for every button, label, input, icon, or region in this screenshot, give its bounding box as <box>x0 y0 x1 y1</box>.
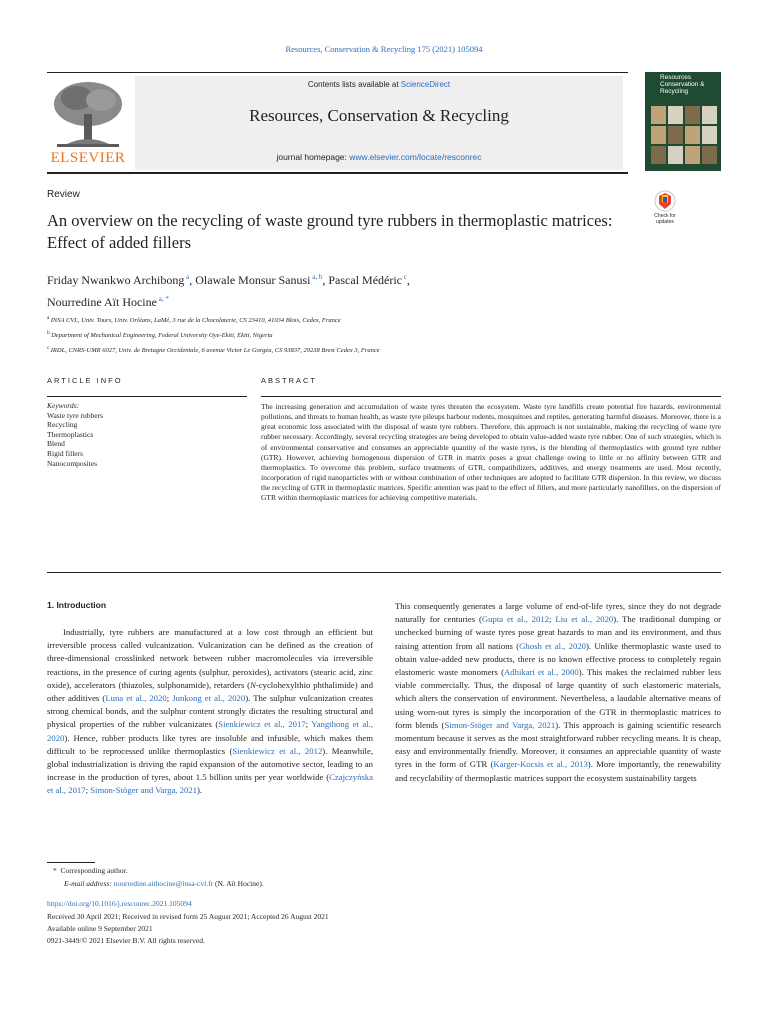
corresponding-author-text: Corresponding author. <box>60 866 128 875</box>
body-text: -cyclohexylthio phthalimide) and other additives ( <box>47 679 373 704</box>
affiliation-label: a <box>47 315 51 321</box>
masthead-bottom-rule <box>47 172 628 174</box>
citation-link[interactable]: Ghosh et al., 2020 <box>519 640 587 651</box>
author-name[interactable]: Friday Nwankwo Archibong <box>47 273 185 287</box>
citation-link[interactable]: Sienkiewicz et al., 2017 <box>218 719 306 730</box>
email-link[interactable]: nourredine.aithocine@insa-cvl.fr <box>113 879 214 888</box>
author-affiliation-marker[interactable]: a, * <box>156 295 169 303</box>
author-separator: , <box>189 273 196 287</box>
body-text: ). The sulphur vulcanization creates strong chemical bonds, and the sulphur content strongly dictates the resulting structural and physical properties of the rubber vulcanizates ( <box>47 693 374 730</box>
section-heading-introduction: 1. Introduction <box>47 600 107 610</box>
journal-title: Resources, Conservation & Recycling <box>249 106 509 125</box>
citation-link[interactable]: Luna et al., 2020 <box>105 693 167 704</box>
footnote-rule <box>47 862 95 863</box>
keywords-block <box>47 401 247 468</box>
body-text: ). This makes the reclaimed rubber less viable commercially. Thus, the disposal of large quantity of such elastomeric materials, which alters the conservation of environment. Nevertheless, a laudable alternative means of using worn-out tyres is simply the incorporation of the GTR in thermoplastic matrices to form blends ( <box>395 667 722 730</box>
body-text: ). Meanwhile, global industrialization is driving the rapid expansion of the automotive sector, leading to an increase in the production of tyres, about 1.5 billion units per year worldwide ( <box>47 745 374 783</box>
copyright-line: 0921-3449/© 2021 Elsevier B.V. All rights reserved. <box>47 936 205 945</box>
author-separator: , <box>322 273 329 287</box>
author-name[interactable]: Pascal Médéric <box>328 273 403 287</box>
sciencedirect-link[interactable]: ScienceDirect <box>400 80 451 89</box>
citation-link[interactable]: Simon-Stöger and Varga, 2021 <box>90 785 198 796</box>
homepage-prefix: journal homepage: <box>276 152 350 162</box>
body-text: N <box>250 679 256 690</box>
citation-link[interactable]: Karger-Kocsis et al., 2013 <box>493 759 588 770</box>
author-name[interactable]: Olawale Monsur Sanusi <box>195 273 311 287</box>
abstract-heading: ABSTRACT <box>261 376 318 385</box>
doi-link[interactable]: https://doi.org/10.1016/j.resconrec.2021.105094 <box>47 899 192 908</box>
online-date: Available online 9 September 2021 <box>47 924 153 933</box>
body-text: This consequently generates a large volume of end-of-life tyres, since they do not degrade naturally for centuries ( <box>395 601 721 625</box>
keyword-list <box>47 411 247 469</box>
corresponding-author-note <box>53 866 128 876</box>
body-text: ; <box>166 693 173 704</box>
author-list <box>47 268 607 312</box>
running-header[interactable]: Resources, Conservation & Recycling 175 (2021) 105094 <box>285 44 483 54</box>
received-dates: Received 30 April 2021; Received in revised form 25 August 2021; Accepted 26 August 2021 <box>47 912 329 921</box>
keyword-item: Waste tyre rubbers <box>47 410 104 420</box>
cover-title: Resources Conservation & Recycling <box>660 74 705 95</box>
keyword-item: Nanocomposites <box>47 458 97 468</box>
body-text: ; <box>549 614 556 625</box>
citation-link[interactable]: Liu et al., 2020 <box>555 614 614 625</box>
affiliation-label: c <box>47 345 51 352</box>
article-title: An overview on the recycling of waste ground tyre rubbers in thermoplastic matrices: Effect of added fillers <box>47 211 613 252</box>
article-info-rule <box>47 396 247 397</box>
contents-prefix: Contents lists available at <box>307 80 401 89</box>
cover-image-grid <box>651 106 717 164</box>
citation-link[interactable]: Junkong et al., 2020 <box>172 693 246 704</box>
email-suffix: (N. Aït Hocine). <box>213 879 264 888</box>
masthead-top-rule <box>47 72 628 73</box>
article-info-heading: ARTICLE INFO <box>47 376 123 385</box>
asterisk-marker: * <box>53 866 61 875</box>
affiliation-label: b <box>47 330 52 337</box>
citation-link[interactable]: Sienkiewicz et al., 2012 <box>232 745 323 756</box>
affiliation-item <box>47 342 647 357</box>
keyword-item: Rigid fillers <box>47 448 84 458</box>
author-affiliation-marker[interactable]: c <box>402 273 407 281</box>
body-text: ). This approach is gaining scientific research momentum because it serves as the most straightforward rubber recycling means. It is cheap, easy and environmentally friendly. Moreover, it consumes an appreciable quantity of waste tyres in the form of GTR ( <box>395 719 721 770</box>
email-label: E-mail address: <box>64 879 114 888</box>
article-type: Review <box>47 189 80 200</box>
affiliation-text: Department of Mechanical Engineering, Federal University Oye-Ekiti, Ekiti, Nigeria <box>51 332 273 340</box>
check-for-updates-label[interactable]: Check for updates <box>654 213 676 225</box>
author-affiliation-marker[interactable]: a, b <box>310 273 323 281</box>
author-name[interactable]: Nourredine Aït Hocine <box>47 295 157 309</box>
keywords-label: Keywords: <box>47 401 80 410</box>
contents-line <box>135 80 623 89</box>
publisher-wordmark: ELSEVIER <box>50 150 126 166</box>
body-right-column <box>395 600 721 785</box>
author-affiliation-marker[interactable]: a <box>184 273 190 281</box>
affiliation-text: IRDL, CNRS-UMR 6027, Univ. de Bretagne Occidentale, 6 avenue Victor Le Gorgeu, CS 93837, 29238 Brest Cedex 3, France <box>50 347 380 355</box>
body-text: ; <box>85 785 91 796</box>
citation-link[interactable]: Gupta et al., 2012 <box>481 614 550 625</box>
citation-link[interactable]: Czajczyńska et al., 2017 <box>47 772 373 796</box>
body-text: ). The traditional dumping or unchecked burning of waste tyres pose great hazards to man and its environment, and thus raising attention from all nations ( <box>395 614 722 651</box>
citation-link[interactable]: Yangthong et al., 2020 <box>47 719 374 743</box>
body-left-column <box>47 626 373 798</box>
body-text: ; <box>305 719 312 730</box>
body-text: ). More importantly, the renewability and recyclability of thermoplastic matrices support the ecosystem sustainability targets <box>395 759 721 783</box>
keyword-item: Recycling <box>47 420 78 430</box>
body-text: ). Hence, rubber products like tyres are insoluble and infusible, which makes them difficult to be reprocessed unlike thermoplastics ( <box>47 732 373 756</box>
abstract-rule <box>261 396 721 397</box>
citation-link[interactable]: Simon-Stöger and Varga, 2021 <box>444 719 556 730</box>
body-text: ). <box>197 785 203 796</box>
email-note <box>64 879 264 889</box>
citation-link[interactable]: Adhikari et al., 2000 <box>503 667 579 678</box>
affiliation-item <box>47 327 647 342</box>
body-text: ). Unlike thermoplastic waste used to obtain value-added new products, there is no known effective process to completely regain elastomeric waste monomers ( <box>395 640 721 678</box>
abstract-text: The increasing generation and accumulation of waste tyres threaten the ecosystem. Waste tyre landfills create potential fire hazards, environmental pollutions, and threats to human health, as waste tyre pileups harbour rodents, mosquitoes and reptiles, generating harmful diseases. Moreover, there is a great economic loss associated with the disposal of waste tyre rubbers. Therefore, this approach is not sustainable, making the recycling of waste tyre rubber necessary. Accordingly, several recycling strategies are being developed to obtain value-added waste tyre rubber. One of such strategies, which is of environmental conservative and consumes an appreciable quantity of the waste tyres, is the blending of thermoplastics with ground tyre rubber (GTR). However, achieving homogenous dispersion of GTR in matrix poses a great challenge owing to little or no affinity between GTR and thermoplastics. To overcome this problem, surface treatments of GTR, compatibilizers, additives, and energy treatments are used. Most recently, incorporation of rigid nanoparticles with or without combination of other techniques are adopted to facilitate GTR dispersion. In this review, we discuss the recycling of GTR in thermoplastic matrices. Specific attention was paid to the effect of fillers, and more particularly nanofillers, on the dispersion of GTR within thermoplastic matrices for achieving competitive materials. <box>261 402 721 503</box>
author-separator: , <box>406 273 410 287</box>
body-text: Industrially, tyre rubbers are manufactured at a low cost through an efficient but irreversible process called vulcanization. Vulcanization can be defined as the creation of three-dimensional crosslinked network between rubber macromolecules via irreversible reactions, in the presence of curing agents (sulphur, peroxides), activators (stearic acid, zinc oxide), accelerators (thiazoles, sulphonamide), retarders ( <box>47 627 373 690</box>
journal-homepage-line <box>135 152 623 162</box>
affiliation-text: INSA CVL, Univ. Tours, Univ. Orléans, LaMé, 3 rue de la Chocolaterie, CS 23410, 41034 Blois, Cedex, France <box>50 317 341 325</box>
keyword-item: Thermoplastics <box>47 429 94 439</box>
affiliation-item <box>47 312 647 327</box>
keyword-item: Blend <box>47 439 65 449</box>
journal-homepage-link[interactable]: www.elsevier.com/locate/resconrec <box>349 152 482 162</box>
affiliation-list <box>47 312 647 357</box>
abstract-end-rule <box>47 572 721 573</box>
